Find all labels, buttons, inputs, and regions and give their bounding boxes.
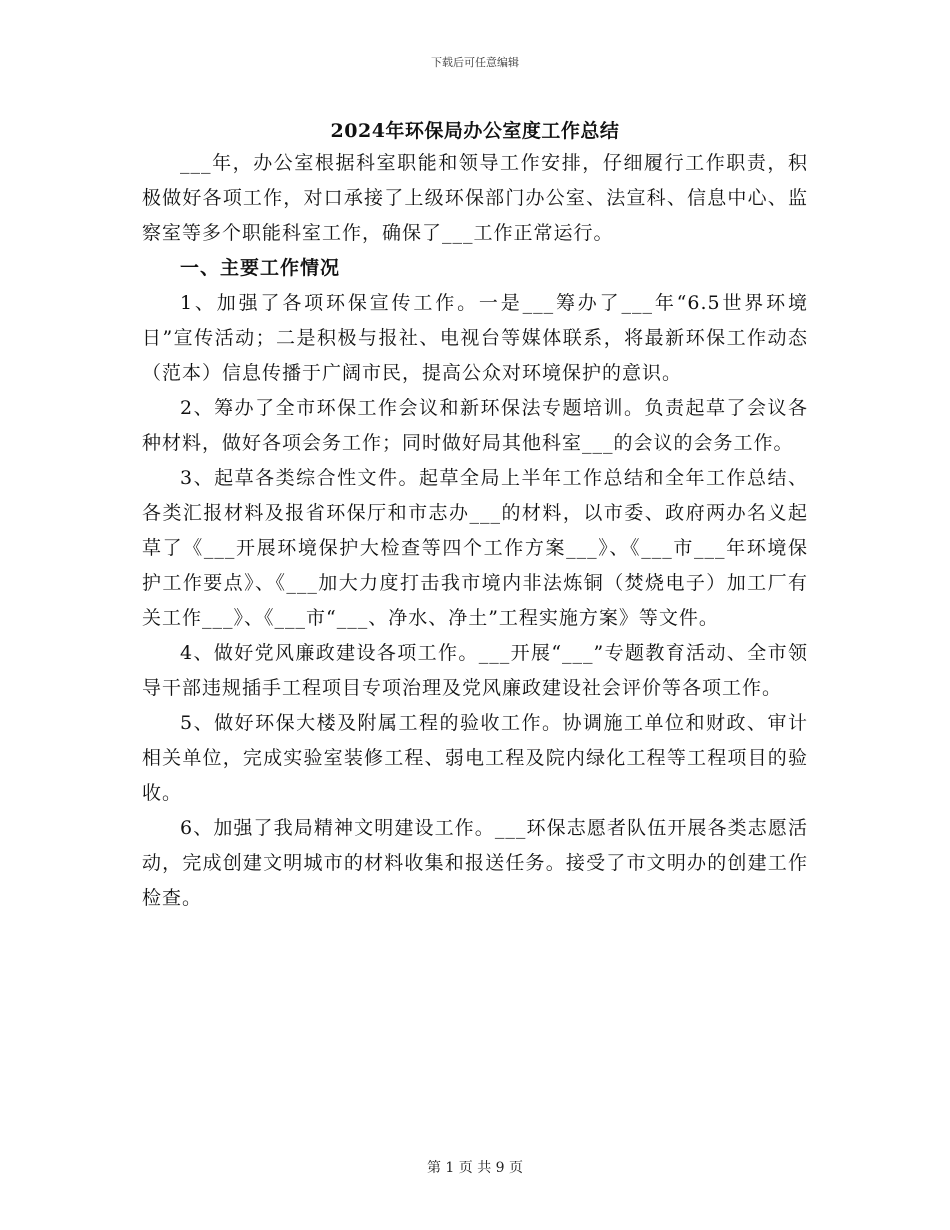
work-item-6: 6、加强了我局精神文明建设工作。___环保志愿者队伍开展各类志愿活动，完成创建文明城市的材料收集和报送任务。接受了市文明办的创建工作检查。 bbox=[142, 817, 808, 909]
document-title: 2024年环保局办公室度工作总结 bbox=[330, 120, 620, 142]
work-item-3: 3、起草各类综合性文件。起草全局上半年工作总结和全年工作总结、各类汇报材料及报省环保厅和市志办___的材料，以市委、政府两办名义起草了《___开展环境保护大检查等四个工作方案___》、《___市___年环境保护工作要点》、《___加大力度打击我市境内非法炼铜（焚烧电子）加工厂有关工作___》、《___市“___、净水、净土”工程实施方案》等文件。 bbox=[142, 467, 808, 629]
work-item-1: 1、加强了各项环保宣传工作。一是___筹办了___年“6.5世界环境日”宣传活动；二是积极与报社、电视台等媒体联系，将最新环保工作动态（范本）信息传播于广阔市民，提高公众对环境保护的意识。 bbox=[142, 292, 808, 384]
document-body bbox=[142, 146, 808, 916]
section-heading: 一、主要工作情况 bbox=[180, 257, 341, 279]
intro-paragraph: ___年，办公室根据科室职能和领导工作安排，仔细履行工作职责，积极做好各项工作，对口承接了上级环保部门办公室、法宣科、信息中心、监察室等多个职能科室工作，确保了___工作正常运行。 bbox=[142, 152, 808, 244]
header-note: 下载后可任意编辑 bbox=[431, 56, 519, 69]
page-number: 第 1 页 共 9 页 bbox=[426, 1160, 524, 1176]
work-item-4: 4、做好党风廉政建设各项工作。___开展“___”专题教育活动、全市领导干部违规插手工程项目专项治理及党风廉政建设社会评价等各项工作。 bbox=[142, 642, 808, 699]
work-item-5: 5、做好环保大楼及附属工程的验收工作。协调施工单位和财政、审计相关单位，完成实验室装修工程、弱电工程及院内绿化工程等工程项目的验收。 bbox=[142, 712, 808, 804]
work-item-2: 2、筹办了全市环保工作会议和新环保法专题培训。负责起草了会议各种材料，做好各项会务工作；同时做好局其他科室___的会议的会务工作。 bbox=[142, 397, 808, 454]
